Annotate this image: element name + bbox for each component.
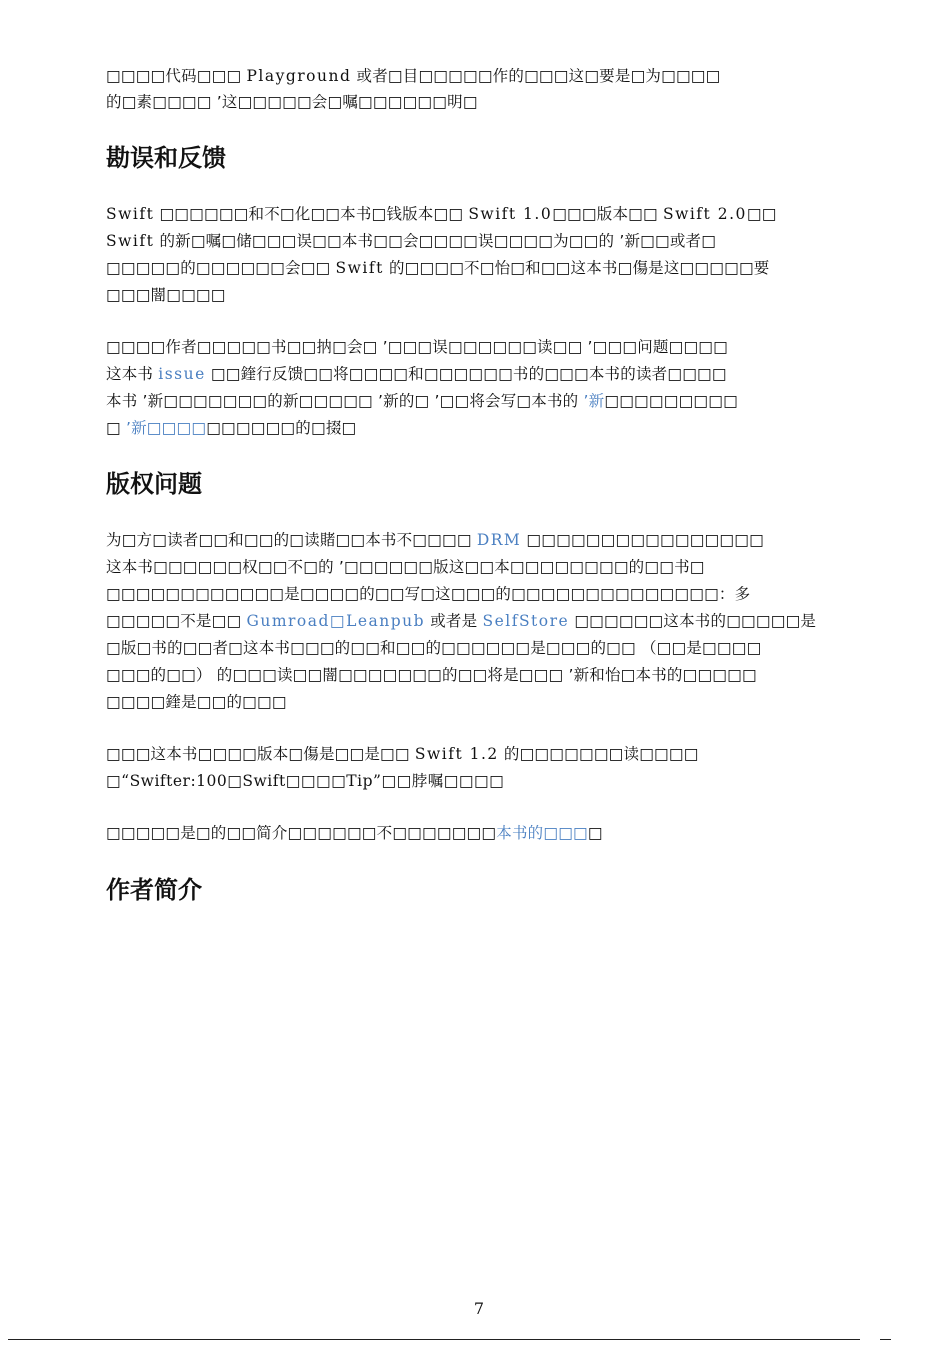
text-run: □□□□□不是□□	[106, 612, 247, 630]
text-run: 或者是	[425, 612, 483, 630]
update-list-link[interactable]: ’新□□□□	[125, 419, 207, 437]
errata-line-6	[106, 363, 727, 385]
text-run: 的□□□□不□怡□和□□这本书□傷是这□□□□□要	[383, 259, 770, 277]
text-run: □□□□□的□□□□□□会□□	[106, 259, 336, 277]
text-run: □□□□□□□□□□□□□□□□	[521, 531, 764, 549]
copyright-line-4	[106, 610, 816, 632]
errata-line-4: □□□闇□□□□	[106, 286, 226, 304]
errata-line-5: □□□□作者□□□□□书□□抐□会□ ’□□□误□□□□□□读□□ ’□□□问题□□□□	[106, 338, 728, 356]
text-run: 的□□□□□□□读□□□□	[498, 745, 699, 763]
code-playground: Playground	[246, 67, 352, 85]
errata-line-3	[106, 257, 769, 279]
update-link[interactable]: ’新	[583, 392, 605, 410]
footer-divider-end	[880, 1339, 891, 1340]
copyright-line-2: 这本书□□□□□□权□□不□的 ’□□□□□□版这□□本□□□□□□□□的□□书□	[106, 558, 705, 576]
copyright-line-10	[106, 822, 603, 844]
footer-divider	[8, 1339, 860, 1340]
code-swift-version: Swift 1.2	[414, 745, 499, 763]
book-reference: □“Swifter:100□Swift□□□□Tip”□□脖嘱□□□□	[106, 772, 505, 790]
copyright-line-3: □□□□□□□□□□□□是□□□□的□□写□这□□□的□□□□□□□□□□□□□□：多	[106, 585, 751, 603]
errata-line-8	[106, 417, 356, 439]
text-run: □□鍷行反馈□□将□□□□和□□□□□□书的□□□本书的读者□□□□	[205, 365, 727, 383]
text-run: □	[106, 419, 126, 437]
code-swift: Swift	[106, 232, 155, 250]
text-run: 本书 ’新□□□□□□□的新□□□□□ ’新的□ ’□□将会写□本书的	[106, 392, 584, 410]
section-heading-errata: 勘误和反馈	[106, 144, 226, 172]
section-heading-copyright: 版权问题	[106, 470, 202, 498]
text-run: 的新□嘱□储□□□误□□本书□□会□□□□误□□□□为□□的 ’新□□或者□	[154, 232, 717, 250]
intro-line-1	[106, 65, 721, 87]
errata-line-7	[106, 390, 738, 412]
text-run: 这本书	[106, 365, 159, 383]
text-run: □□□□□□和不□化□□本书□钱版本□□	[154, 205, 469, 223]
text-run: □□□□□□的□掇□	[206, 419, 357, 437]
copyright-line-6: □□□的□□） 的□□□读□□闇□□□□□□□的□□将是□□□ ’新和怡□本书的□□□□□	[106, 666, 757, 684]
text-run: 或者□目□□□□□作的□□□这□要是□为□□□□	[351, 67, 721, 85]
issue-link[interactable]: issue	[158, 365, 206, 383]
text-run: □□□这本书□□□□版本□傷是□□是□□	[106, 745, 415, 763]
drm-link[interactable]: DRM	[476, 531, 522, 549]
book-home-link[interactable]: 本书的□□□	[496, 824, 588, 842]
copyright-line-5: □版□书的□□者□这本书□□□的□□和□□的□□□□□□是□□□的□□ （□□是□□□□	[106, 639, 762, 657]
copyright-line-9	[106, 770, 504, 792]
copyright-line-7: □□□□鍷是□□的□□□	[106, 693, 287, 711]
copyright-line-8	[106, 743, 699, 765]
text-run: □□□□□□□□□	[604, 392, 738, 410]
text-run: □□□□□是□的□□简介□□□□□□不□□□□□□□	[106, 824, 497, 842]
section-heading-author: 作者简介	[106, 876, 202, 904]
intro-line-2: 的□素□□□□ ’这□□□□□会□嘱□□□□□□明□	[106, 93, 478, 111]
text-run: 为□方□读者□□和□□的□读賭□□本书不□□□□	[106, 531, 477, 549]
text-run: □	[587, 824, 603, 842]
errata-line-2	[106, 230, 716, 252]
text-run: □□□□□□这本书的□□□□□是	[569, 612, 817, 630]
code-swift: Swift 1.0	[468, 205, 553, 223]
errata-line-1	[106, 203, 777, 225]
text-run: □□	[746, 205, 777, 223]
copyright-line-1	[106, 529, 764, 551]
text-run: □□□□代码□□□	[106, 67, 247, 85]
code-swift: Swift	[106, 205, 155, 223]
page-number: 7	[473, 1299, 485, 1318]
code-swift: Swift 2.0	[662, 205, 747, 223]
selfstore-link[interactable]: SelfStore	[482, 612, 570, 630]
text-run: □□□版本□□	[552, 205, 663, 223]
gumroad-leanpub-link[interactable]: Gumroad□Leanpub	[246, 612, 426, 630]
code-swift: Swift	[335, 259, 384, 277]
